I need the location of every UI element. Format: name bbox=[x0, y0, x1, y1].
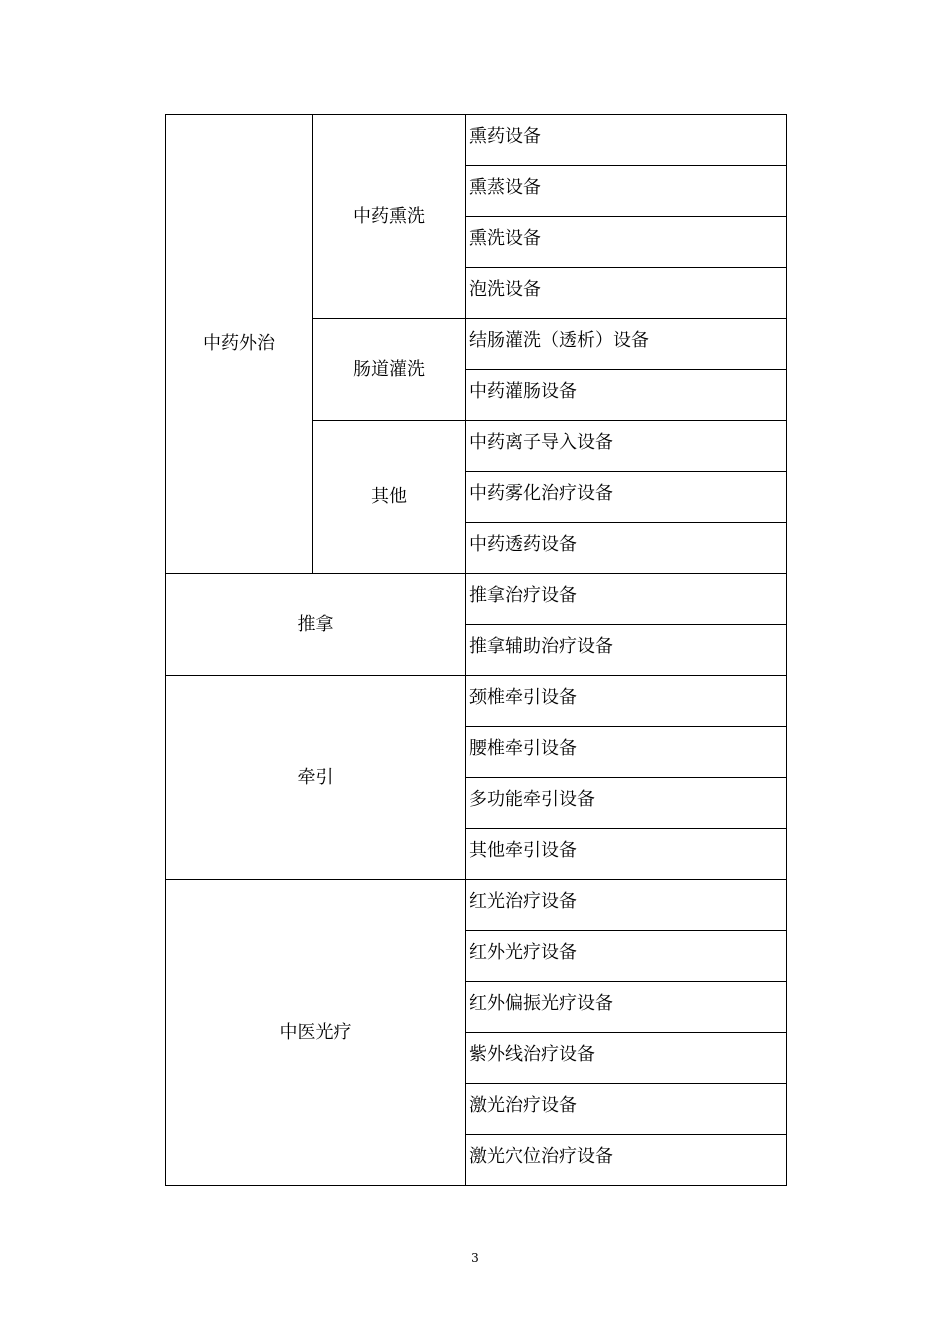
item-cell: 激光穴位治疗设备 bbox=[466, 1135, 787, 1186]
category-cell: 牵引 bbox=[166, 676, 466, 880]
subcategory-cell: 中药熏洗 bbox=[313, 115, 466, 319]
item-cell: 熏药设备 bbox=[466, 115, 787, 166]
item-cell: 激光治疗设备 bbox=[466, 1084, 787, 1135]
table-row bbox=[166, 115, 787, 166]
subcategory-cell: 肠道灌洗 bbox=[313, 319, 466, 421]
category-cell: 推拿 bbox=[166, 574, 466, 676]
item-cell: 中药灌肠设备 bbox=[466, 370, 787, 421]
item-cell: 其他牵引设备 bbox=[466, 829, 787, 880]
item-cell: 推拿辅助治疗设备 bbox=[466, 625, 787, 676]
item-cell: 中药离子导入设备 bbox=[466, 421, 787, 472]
item-cell: 红外偏振光疗设备 bbox=[466, 982, 787, 1033]
item-cell: 推拿治疗设备 bbox=[466, 574, 787, 625]
item-cell: 颈椎牵引设备 bbox=[466, 676, 787, 727]
page-number: 3 bbox=[471, 1251, 479, 1265]
item-cell: 腰椎牵引设备 bbox=[466, 727, 787, 778]
equipment-category-table bbox=[165, 114, 787, 1186]
item-cell: 结肠灌洗（透析）设备 bbox=[466, 319, 787, 370]
item-cell: 泡洗设备 bbox=[466, 268, 787, 319]
subcategory-cell: 其他 bbox=[313, 421, 466, 574]
table-row bbox=[166, 574, 787, 625]
category-cell: 中医光疗 bbox=[166, 880, 466, 1186]
table-row bbox=[166, 676, 787, 727]
item-cell: 红光治疗设备 bbox=[466, 880, 787, 931]
item-cell: 中药透药设备 bbox=[466, 523, 787, 574]
item-cell: 中药雾化治疗设备 bbox=[466, 472, 787, 523]
table-row bbox=[166, 880, 787, 931]
category-cell: 中药外治 bbox=[166, 115, 313, 574]
item-cell: 红外光疗设备 bbox=[466, 931, 787, 982]
item-cell: 多功能牵引设备 bbox=[466, 778, 787, 829]
item-cell: 熏洗设备 bbox=[466, 217, 787, 268]
item-cell: 紫外线治疗设备 bbox=[466, 1033, 787, 1084]
item-cell: 熏蒸设备 bbox=[466, 166, 787, 217]
